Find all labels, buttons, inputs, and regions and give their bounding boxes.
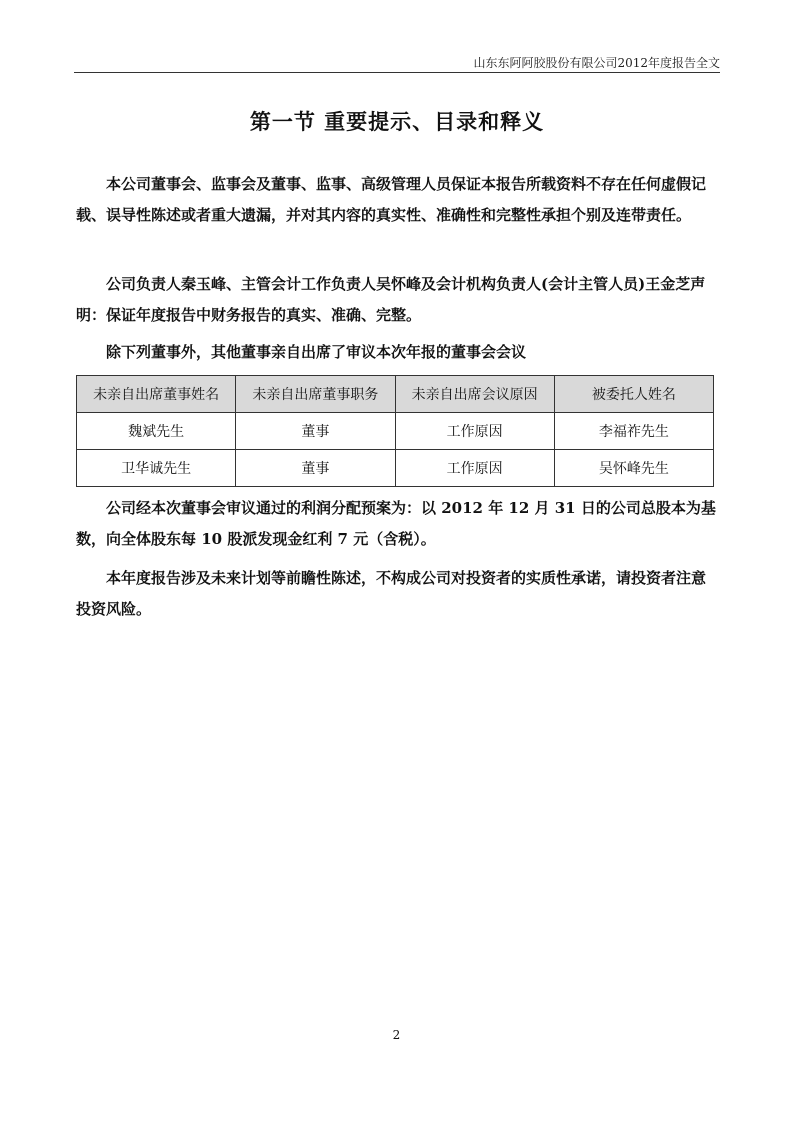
paragraph-profit-distribution: 公司经本次董事会审议通过的利润分配预案为：以 2012 年 12 月 31 日的公司总股本为基数，向全体股东每 10 股派发现金红利 7 元（含税）。 — [76, 499, 716, 548]
table-cell: 吴怀峰先生 — [554, 450, 713, 487]
table-cell: 董事 — [236, 450, 395, 487]
paragraph-responsibility-statement: 本公司董事会、监事会及董事、监事、高级管理人员保证本报告所载资料不存在任何虚假记载、误导性陈述或者重大遗漏，并对其内容的真实性、准确性和完整性承担个别及连带责任。 — [76, 175, 707, 224]
table-header-row — [77, 376, 714, 413]
table-header-cell: 未亲自出席会议原因 — [395, 376, 554, 413]
paragraph-officer-declaration: 公司负责人秦玉峰、主管会计工作负责人吴怀峰及会计机构负责人(会计主管人员)王金芝声明：保证年度报告中财务报告的真实、准确、完整。 — [76, 275, 706, 324]
page-header — [74, 52, 720, 73]
table-row — [77, 450, 714, 487]
table-cell: 董事 — [236, 413, 395, 450]
table-cell: 魏斌先生 — [77, 413, 236, 450]
absent-directors-table — [76, 375, 714, 487]
section-title: 第一节 重要提示、目录和释义 — [249, 109, 545, 134]
table-cell: 李福祚先生 — [554, 413, 713, 450]
table-header-cell: 未亲自出席董事姓名 — [77, 376, 236, 413]
page-number: 2 — [392, 1028, 401, 1042]
paragraph-absent-directors-intro: 除下列董事外，其他董事亲自出席了审议本次年报的董事会会议 — [106, 343, 527, 361]
table-cell: 工作原因 — [395, 413, 554, 450]
table-cell: 工作原因 — [395, 450, 554, 487]
paragraph-risk-warning: 本年度报告涉及未来计划等前瞻性陈述，不构成公司对投资者的实质性承诺，请投资者注意投资风险。 — [76, 569, 707, 618]
table-cell: 卫华诚先生 — [77, 450, 236, 487]
table-header-cell: 未亲自出席董事职务 — [236, 376, 395, 413]
header-text: 山东东阿阿胶股份有限公司2012年度报告全文 — [473, 56, 720, 70]
table-header-cell: 被委托人姓名 — [554, 376, 713, 413]
table-row — [77, 413, 714, 450]
